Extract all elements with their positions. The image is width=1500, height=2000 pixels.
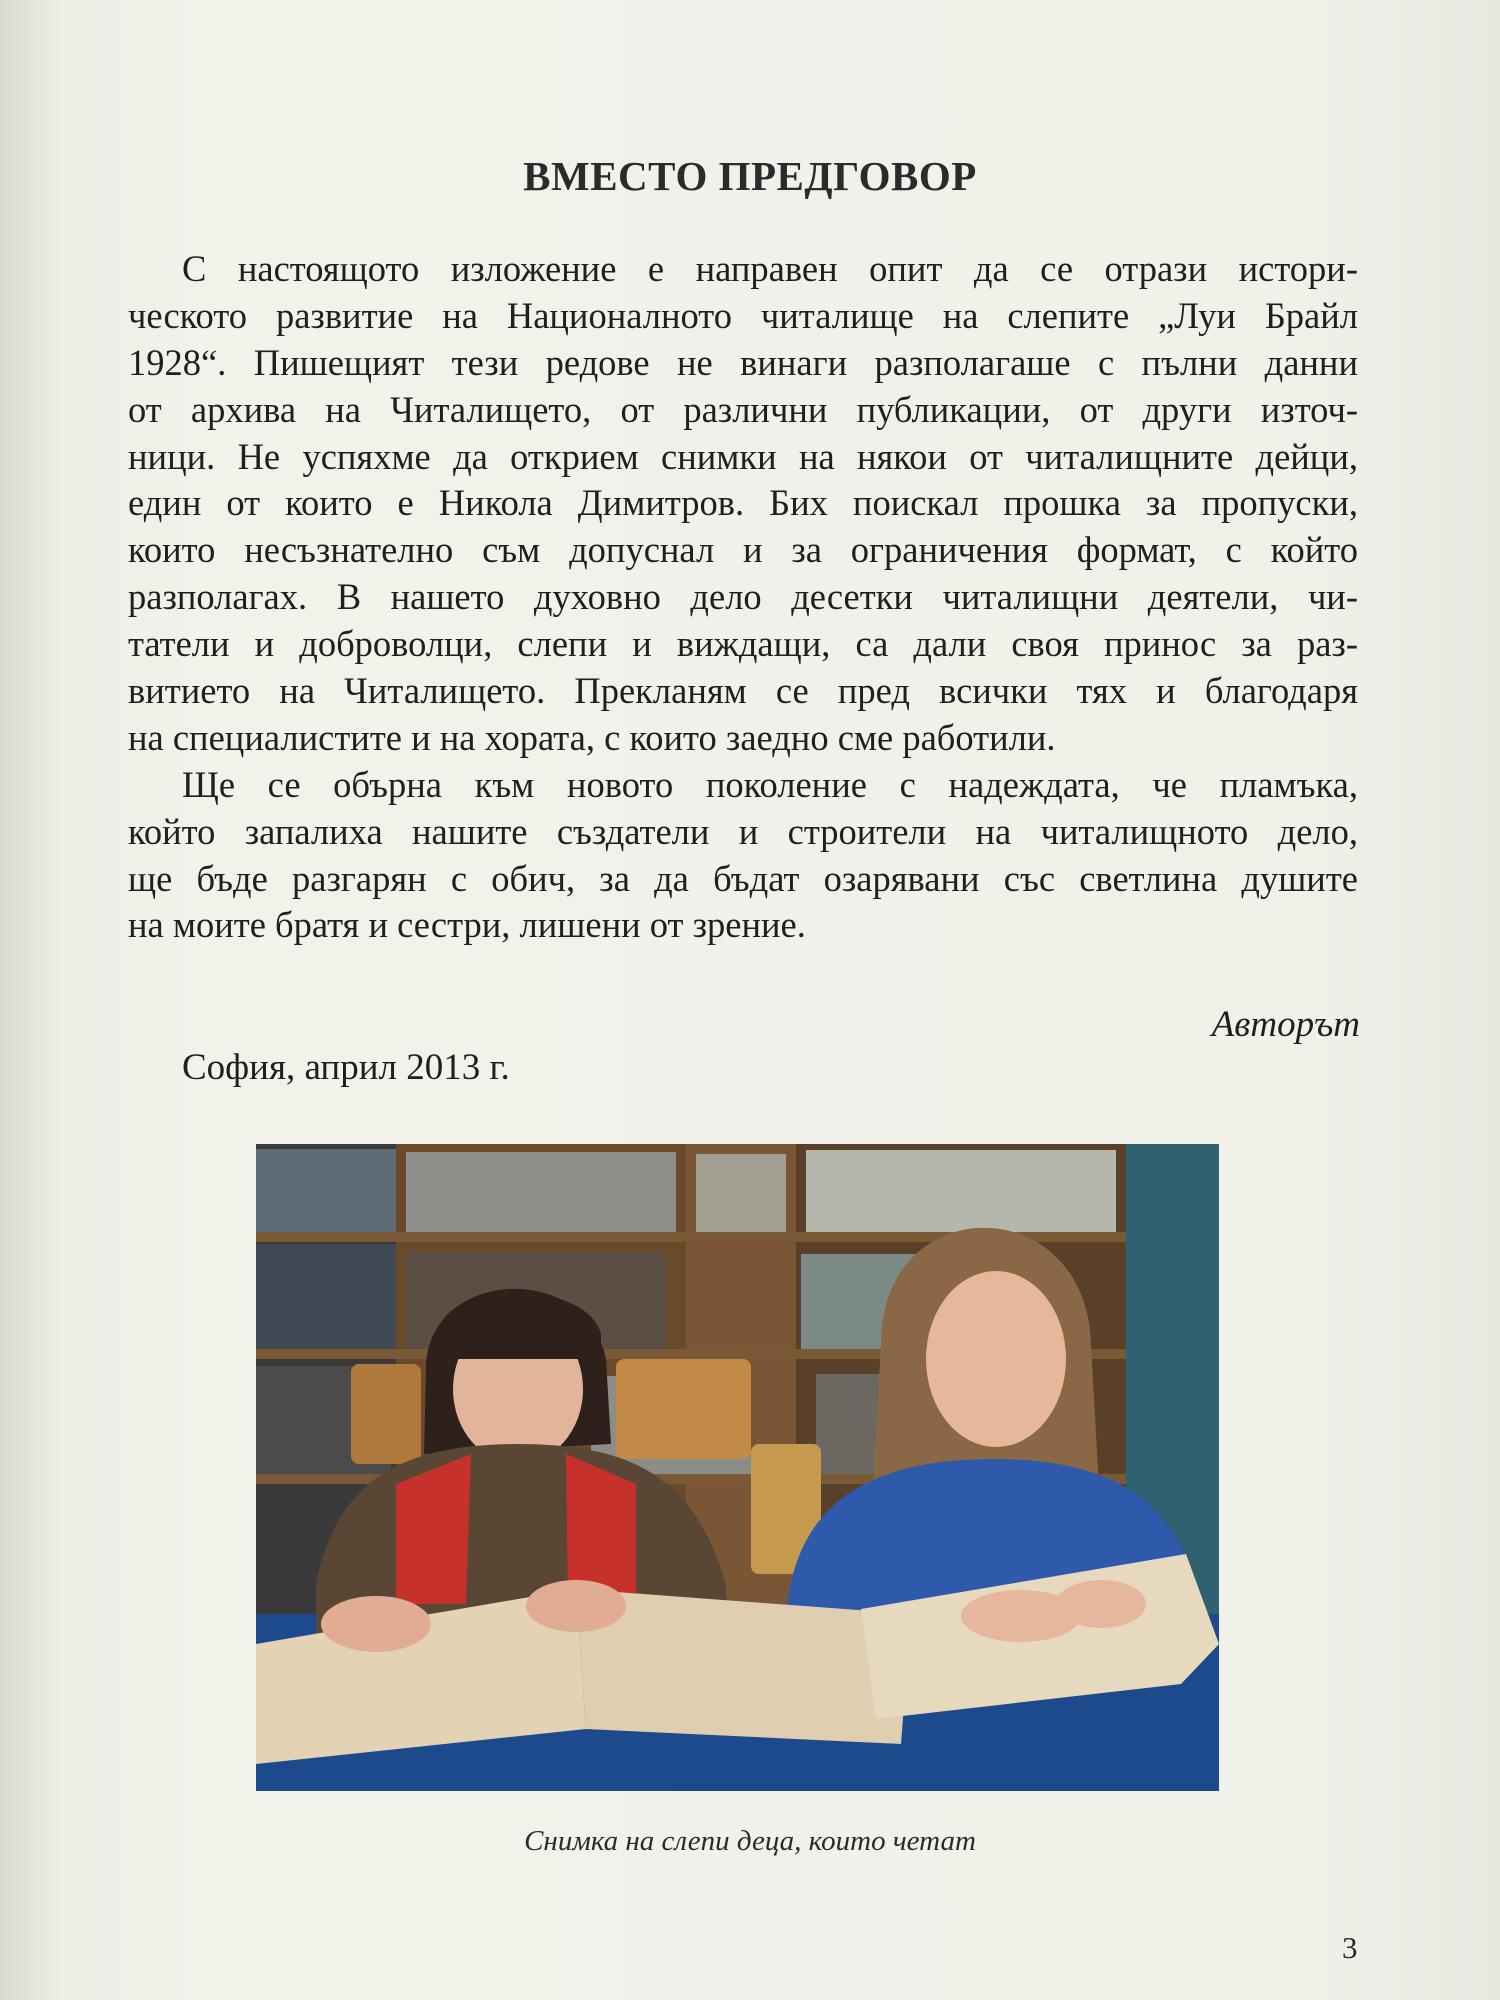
text-line: татели и доброволци, слепи и виждащи, са дали своя принос за раз- — [128, 623, 1358, 665]
text-line: Ще се обърна към новото поколение с надеждата, че пламъка, — [182, 763, 1358, 805]
text-line: който запалиха нашите създатели и строители на читалищното дело, — [128, 810, 1358, 852]
text-line: витието на Читалището. Прекланям се пред всички тях и благодаря — [128, 670, 1358, 712]
text-line: ческото развитие на Националното читалище на слепите „Луи Брайл — [128, 294, 1358, 336]
text-line: на моите братя и сестри, лишени от зрение. — [128, 904, 806, 946]
text-line: на специалистите и на хората, с които заедно сме работили. — [128, 716, 1056, 758]
text-line: ници. Не успяхме да открием снимки на някои от читалищните дейци, — [128, 435, 1358, 477]
photo-blind-children-reading — [256, 1144, 1219, 1791]
photo-caption: Снимка на слепи деца, които четат — [524, 1825, 976, 1857]
page-title: ВМЕСТО ПРЕДГОВОР — [523, 153, 977, 199]
place-and-date: София, април 2013 г. — [182, 1047, 510, 1088]
page-number: 3 — [1342, 1930, 1358, 1965]
author-signature: Авторът — [1211, 1004, 1360, 1045]
text-line: които несъзнателно съм допуснал и за ограничения формат, с който — [128, 529, 1358, 571]
text-line: един от които е Никола Димитров. Бих поискал прошка за пропуски, — [128, 482, 1358, 524]
preface-text — [128, 246, 1358, 949]
photo-illustration — [256, 1144, 1219, 1791]
text-line: от архива на Читалището, от различни публикации, от други източ- — [128, 388, 1358, 430]
text-line: 1928“. Пишещият тези редове не винаги разполагаше с пълни данни — [128, 341, 1358, 383]
text-line: разполагах. В нашето духовно дело десетки читалищни деятели, чи- — [128, 576, 1358, 618]
text-line: ще бъде разгарян с обич, за да бъдат озарявани със светлина душите — [128, 857, 1358, 899]
text-line: С настоящото изложение е направен опит да се отрази истори- — [182, 248, 1358, 289]
